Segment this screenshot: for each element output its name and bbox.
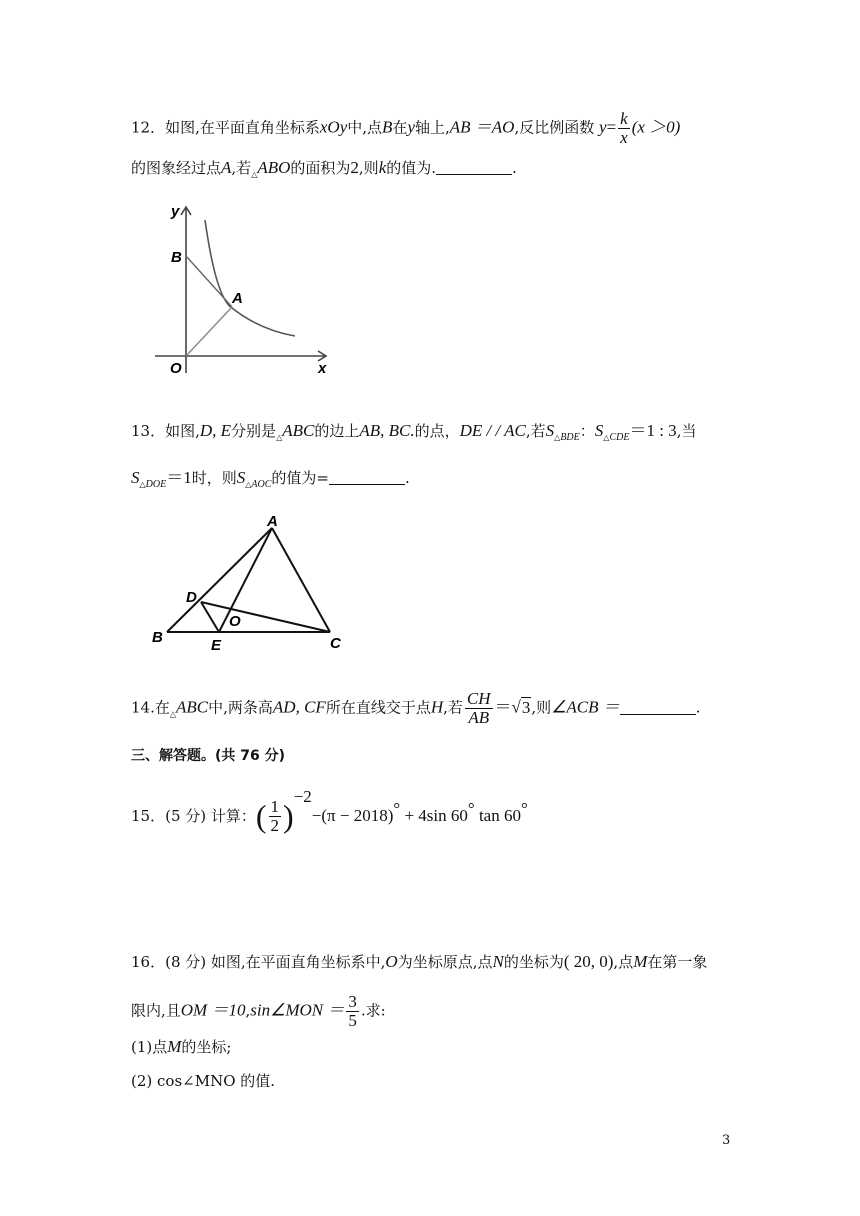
q16-fraction: $\frac{3}{5}$ (348, 992, 357, 1030)
label-e: E (211, 637, 222, 654)
segment-ab (167, 528, 272, 632)
label-b: B (152, 629, 163, 646)
q15-fraction: $\frac{1}{2}$ (270, 796, 280, 835)
label-y: y (171, 203, 180, 220)
label-o: O (229, 613, 241, 630)
q14-answer-blank (620, 700, 696, 715)
q12-answer-blank (436, 160, 512, 175)
label-d: D (186, 589, 197, 606)
segment-oa (186, 307, 232, 356)
section-heading: 三、解答题。(共 76 分) (131, 748, 286, 764)
q12-line1: 12．如图,在平面直角坐标系xOy中,点B在y轴上,AB ＝AO,反比例函数 y= $\frac{k}{x}$ (x ＞0) (131, 109, 681, 147)
figure-12 (150, 198, 335, 378)
label-c: C (330, 635, 341, 652)
q12-fraction: $\frac{k}{x}$ (620, 109, 628, 147)
label-a: A (267, 513, 278, 530)
segment-ac (272, 528, 330, 632)
label-a: A (232, 290, 243, 307)
q14-line: 14.在$_\triangle$ABC中,两条高AD, CF所在直线交于点H,若 $\frac{CH}{AB}$ ＝√3,则∠ACB ＝ . (131, 689, 701, 727)
q12-line2: 的图象经过点A,若$_\triangle$ABO的面积为2,则k的值为. . (131, 158, 517, 179)
q16-part1: (1)点M的坐标; (131, 1037, 232, 1056)
q13-line2: $S_{\triangle DOE}=1$时，则$S_{\triangle AOC}$的值为= . (131, 468, 410, 490)
label-b: B (171, 249, 182, 266)
q15-line: 15．(5 分) 计算：( $\frac{1}{2}$ )$^{-2}$−(π − 2018)° + 4sin 60° tan 60° (131, 787, 528, 835)
segment-ba (186, 256, 232, 307)
figure-13 (145, 510, 355, 658)
hyperbola-curve (205, 220, 295, 336)
page-number: 3 (722, 1133, 731, 1148)
label-x: x (318, 360, 327, 377)
label-o: O (170, 360, 182, 377)
q13-line1: 13．如图,D, E分别是$_\triangle$ABC的边上AB, BC.的点，DE / / AC,若$S_{\triangle BDE}$：$S_{\triangle CDE}=1$ : 3,当 (131, 421, 697, 443)
q16-line1: 16．(8 分) 如图,在平面直角坐标系中,O为坐标原点,点N的坐标为( 20, 0),点M在第一象 (131, 952, 708, 971)
q16-line2: 限内,且OM ＝10,sin∠MON ＝ $\frac{3}{5}$ .求: (131, 992, 386, 1030)
q13-answer-blank (329, 470, 405, 485)
q14-fraction: $\frac{CH}{AB}$ (466, 689, 491, 727)
q16-part2: (2) cos∠MNO 的值. (131, 1072, 276, 1090)
